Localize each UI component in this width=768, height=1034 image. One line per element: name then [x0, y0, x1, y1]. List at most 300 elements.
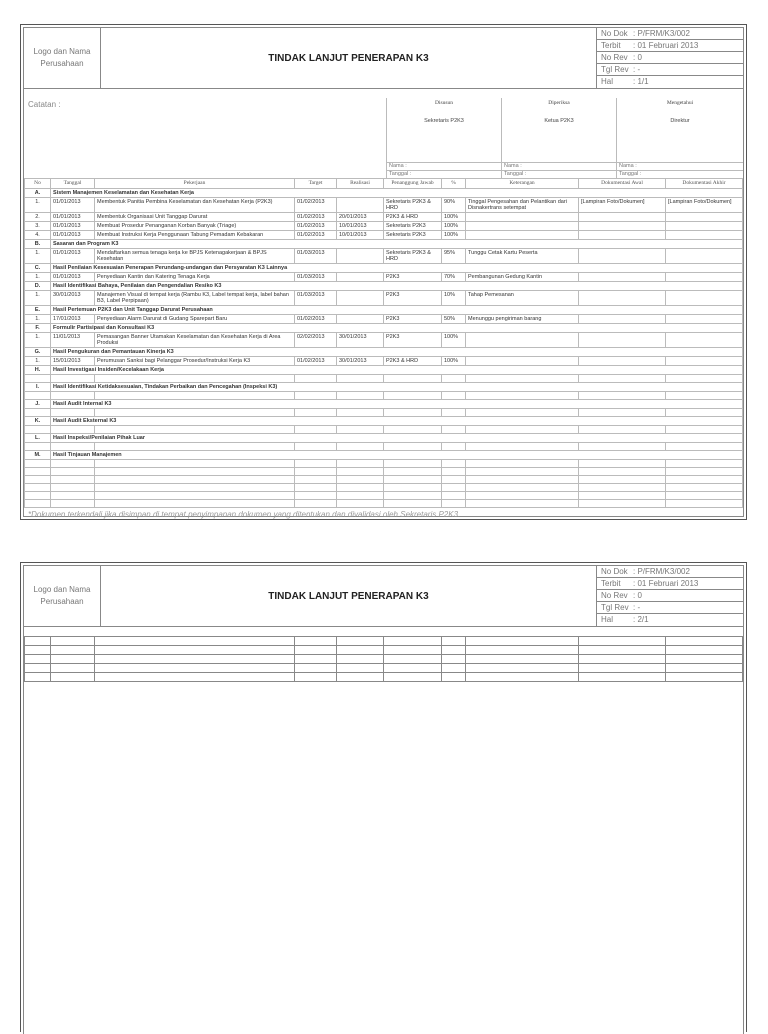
- cell-dokumentasi-awal: [579, 333, 666, 348]
- signature-mengetahui: Mengetahui Direktur Nama : Tanggal :: [617, 98, 743, 178]
- empty-cell: [579, 637, 666, 646]
- cell-penanggung-jawab: P2K3: [384, 333, 442, 348]
- empty-cell: [95, 443, 295, 451]
- column-header: Realisasi: [337, 179, 384, 189]
- empty-cell: [337, 500, 384, 508]
- cell-keterangan: [466, 357, 579, 366]
- form-page-1: [20, 24, 747, 520]
- empty-cell: [51, 443, 95, 451]
- empty-cell: [384, 375, 442, 383]
- empty-cell: [466, 392, 579, 400]
- cell-keterangan: Tunggu Cetak Kartu Peserta: [466, 249, 579, 264]
- empty-cell: [442, 443, 466, 451]
- empty-row: [25, 484, 743, 492]
- section-row: [25, 264, 743, 273]
- empty-cell: [25, 673, 51, 682]
- section-row: [25, 324, 743, 333]
- empty-cell: [337, 673, 384, 682]
- empty-cell: [25, 409, 51, 417]
- empty-cell: [25, 500, 51, 508]
- section-row: [25, 282, 743, 291]
- empty-cell: [384, 664, 442, 673]
- empty-cell: [579, 468, 666, 476]
- empty-cell: [95, 492, 295, 500]
- empty-cell: [295, 443, 337, 451]
- cell-penanggung-jawab: Sekretaris P2K3: [384, 222, 442, 231]
- continuation-table: [24, 636, 743, 682]
- cell-percent: 100%: [442, 333, 466, 348]
- empty-cell: [95, 409, 295, 417]
- cell-dokumentasi-awal: [579, 291, 666, 306]
- cell-keterangan: [466, 222, 579, 231]
- empty-cell: [579, 655, 666, 664]
- section-row: [25, 306, 743, 315]
- empty-cell: [466, 492, 579, 500]
- column-header: Keterangan: [466, 179, 579, 189]
- section-letter: I.: [25, 383, 51, 392]
- column-header: Pekerjaan: [95, 179, 295, 189]
- empty-cell: [579, 500, 666, 508]
- column-header: Dokumentasi Awal: [579, 179, 666, 189]
- cell-realisasi: [337, 291, 384, 306]
- empty-cell: [95, 468, 295, 476]
- empty-row: [25, 637, 743, 646]
- empty-cell: [466, 673, 579, 682]
- empty-row: [25, 655, 743, 664]
- empty-cell: [442, 664, 466, 673]
- section-title: Sistem Manajemen Keselamatan dan Kesehatan Kerja: [51, 189, 743, 198]
- section-title: Hasil Pertemuan P2K3 dan Unit Tanggap Darurat Perusahaan: [51, 306, 743, 315]
- section-row: [25, 383, 743, 392]
- empty-cell: [384, 646, 442, 655]
- empty-cell: [337, 484, 384, 492]
- column-header: Dokumentasi Akhir: [666, 179, 743, 189]
- empty-row: [25, 500, 743, 508]
- cell-realisasi: [337, 315, 384, 324]
- empty-cell: [25, 637, 51, 646]
- empty-cell: [384, 443, 442, 451]
- cell-penanggung-jawab: P2K3: [384, 315, 442, 324]
- empty-cell: [466, 664, 579, 673]
- empty-cell: [25, 646, 51, 655]
- empty-cell: [442, 637, 466, 646]
- empty-cell: [95, 637, 295, 646]
- empty-cell: [95, 392, 295, 400]
- empty-cell: [384, 492, 442, 500]
- form-frame: [23, 27, 744, 517]
- empty-cell: [579, 664, 666, 673]
- empty-cell: [295, 468, 337, 476]
- meta-tgl-rev: Tgl Rev : -: [597, 64, 743, 76]
- empty-cell: [337, 409, 384, 417]
- empty-cell: [95, 664, 295, 673]
- empty-cell: [295, 637, 337, 646]
- cell-tanggal: 01/01/2013: [51, 213, 95, 222]
- empty-cell: [666, 484, 743, 492]
- empty-cell: [466, 637, 579, 646]
- empty-cell: [579, 476, 666, 484]
- empty-cell: [295, 500, 337, 508]
- approval-section: [24, 98, 743, 178]
- section-letter: H.: [25, 366, 51, 375]
- empty-cell: [295, 664, 337, 673]
- column-header: Target: [295, 179, 337, 189]
- empty-cell: [25, 392, 51, 400]
- table-row: [25, 213, 743, 222]
- empty-cell: [666, 375, 743, 383]
- section-letter: L.: [25, 434, 51, 443]
- empty-row: [25, 664, 743, 673]
- empty-cell: [295, 673, 337, 682]
- empty-row: [25, 673, 743, 682]
- cell-dokumentasi-awal: [579, 222, 666, 231]
- section-row: [25, 366, 743, 375]
- section-title: Hasil Pengukuran dan Pemantauan Kinerja K3: [51, 348, 743, 357]
- empty-cell: [384, 460, 442, 468]
- document-footnote: *Dokumen terkendali jika disimpan di tempat penyimpanan dokumen yang ditentukan dan divalidasi oleh Sekretaris P2K3.: [28, 510, 461, 519]
- empty-cell: [384, 392, 442, 400]
- empty-cell: [442, 500, 466, 508]
- cell-percent: 10%: [442, 291, 466, 306]
- empty-cell: [666, 492, 743, 500]
- cell-realisasi: 30/01/2013: [337, 333, 384, 348]
- empty-cell: [337, 646, 384, 655]
- cell-tanggal: 01/01/2013: [51, 273, 95, 282]
- empty-cell: [466, 476, 579, 484]
- column-header: %: [442, 179, 466, 189]
- signature-diperiksa: Diperiksa Ketua P2K3 Nama : Tanggal :: [502, 98, 617, 178]
- empty-cell: [51, 375, 95, 383]
- empty-cell: [25, 375, 51, 383]
- empty-cell: [442, 375, 466, 383]
- empty-cell: [442, 426, 466, 434]
- empty-cell: [95, 426, 295, 434]
- cell-pekerjaan: Perumusan Sanksi bagi Pelanggar Prosedur/Instruksi Kerja K3: [95, 357, 295, 366]
- empty-cell: [666, 673, 743, 682]
- empty-row: [25, 468, 743, 476]
- empty-cell: [25, 468, 51, 476]
- cell-penanggung-jawab: Sekretaris P2K3: [384, 231, 442, 240]
- empty-cell: [25, 664, 51, 673]
- empty-row: [25, 443, 743, 451]
- cell-target: 01/02/2013: [295, 213, 337, 222]
- cell-percent: 100%: [442, 222, 466, 231]
- empty-cell: [51, 409, 95, 417]
- cell-pekerjaan: Membentuk Panitia Pembina Keselamatan dan Kesehatan Kerja (P2K3): [95, 198, 295, 213]
- column-header: No: [25, 179, 51, 189]
- meta-hal: Hal : 1/1: [601, 77, 649, 86]
- empty-cell: [337, 460, 384, 468]
- empty-cell: [51, 655, 95, 664]
- cell-percent: 95%: [442, 249, 466, 264]
- document-meta-2: [596, 566, 743, 626]
- cell-penanggung-jawab: Sekretaris P2K3 & HRD: [384, 249, 442, 264]
- empty-row: [25, 492, 743, 500]
- empty-cell: [51, 646, 95, 655]
- meta-no-rev: No Rev : 0: [597, 52, 743, 64]
- cell-keterangan: Tahap Pemesanan: [466, 291, 579, 306]
- empty-cell: [95, 646, 295, 655]
- cell-dokumentasi-awal: [Lampiran Foto/Dokumen]: [579, 198, 666, 213]
- empty-cell: [384, 637, 442, 646]
- cell-dokumentasi-awal: [579, 273, 666, 282]
- empty-cell: [337, 664, 384, 673]
- cell-percent: 70%: [442, 273, 466, 282]
- table-row: [25, 249, 743, 264]
- cell-penanggung-jawab: P2K3 & HRD: [384, 213, 442, 222]
- section-row: [25, 189, 743, 198]
- cell-no: 1.: [25, 357, 51, 366]
- section-row: [25, 451, 743, 460]
- empty-cell: [666, 500, 743, 508]
- empty-cell: [51, 500, 95, 508]
- form-title-2: TINDAK LANJUT PENERAPAN K3: [268, 590, 429, 602]
- empty-cell: [25, 484, 51, 492]
- table-header-row: [25, 179, 743, 189]
- empty-cell: [95, 484, 295, 492]
- empty-cell: [51, 484, 95, 492]
- empty-cell: [579, 460, 666, 468]
- cell-dokumentasi-akhir: [Lampiran Foto/Dokumen]: [666, 198, 743, 213]
- empty-cell: [25, 492, 51, 500]
- empty-cell: [442, 392, 466, 400]
- empty-cell: [579, 443, 666, 451]
- empty-cell: [466, 646, 579, 655]
- empty-cell: [295, 426, 337, 434]
- empty-cell: [579, 673, 666, 682]
- empty-cell: [95, 460, 295, 468]
- empty-cell: [295, 460, 337, 468]
- cell-percent: 100%: [442, 231, 466, 240]
- form-header-2: [24, 566, 743, 627]
- empty-cell: [337, 375, 384, 383]
- empty-row: [25, 392, 743, 400]
- empty-cell: [666, 409, 743, 417]
- cell-realisasi: [337, 249, 384, 264]
- section-title: Hasil Investigasi Insiden/Kecelakaan Kerja: [51, 366, 743, 375]
- empty-cell: [51, 673, 95, 682]
- cell-pekerjaan: Penyediaan Alarm Darurat di Gudang Sparepart Baru: [95, 315, 295, 324]
- table-row: [25, 315, 743, 324]
- empty-cell: [442, 673, 466, 682]
- section-title: Hasil Identifikasi Bahaya, Penilaian dan Pengendalian Resiko K3: [51, 282, 743, 291]
- empty-cell: [666, 460, 743, 468]
- section-letter: E.: [25, 306, 51, 315]
- cell-dokumentasi-akhir: [666, 333, 743, 348]
- empty-row: [25, 375, 743, 383]
- cell-keterangan: Menunggu pengiriman barang: [466, 315, 579, 324]
- section-row: [25, 400, 743, 409]
- section-title: Hasil Identifikasi Ketidaksesuaian, Tindakan Perbaikan dan Pencegahan (Inspeksi K3): [51, 383, 743, 392]
- empty-cell: [51, 426, 95, 434]
- empty-cell: [95, 375, 295, 383]
- meta-terbit: Terbit : 01 Februari 2013: [597, 40, 743, 52]
- empty-cell: [579, 426, 666, 434]
- empty-cell: [666, 468, 743, 476]
- empty-cell: [442, 646, 466, 655]
- empty-cell: [295, 409, 337, 417]
- table-row: [25, 198, 743, 213]
- empty-row: [25, 460, 743, 468]
- cell-realisasi: [337, 198, 384, 213]
- cell-keterangan: Tinggal Pengesahan dan Pelantikan dari Disnakertrans setempat: [466, 198, 579, 213]
- meta-no-dok-2: No Dok : P/FRM/K3/002: [597, 566, 743, 578]
- cell-percent: 90%: [442, 198, 466, 213]
- empty-cell: [25, 460, 51, 468]
- empty-cell: [384, 500, 442, 508]
- cell-target: 01/02/2013: [295, 315, 337, 324]
- cell-dokumentasi-akhir: [666, 315, 743, 324]
- cell-penanggung-jawab: P2K3: [384, 291, 442, 306]
- cell-dokumentasi-akhir: [666, 291, 743, 306]
- section-title: Hasil Audit Internal K3: [51, 400, 743, 409]
- empty-cell: [295, 646, 337, 655]
- empty-cell: [466, 409, 579, 417]
- form-frame-2: [23, 565, 744, 1034]
- empty-cell: [95, 655, 295, 664]
- signature-grid: [386, 98, 743, 178]
- empty-cell: [295, 476, 337, 484]
- empty-cell: [295, 655, 337, 664]
- empty-cell: [51, 637, 95, 646]
- section-row: [25, 240, 743, 249]
- cell-target: 01/03/2013: [295, 273, 337, 282]
- cell-target: 01/03/2013: [295, 249, 337, 264]
- empty-cell: [25, 426, 51, 434]
- empty-cell: [295, 375, 337, 383]
- cell-no: 4.: [25, 231, 51, 240]
- cell-dokumentasi-akhir: [666, 222, 743, 231]
- cell-no: 1.: [25, 333, 51, 348]
- cell-realisasi: 30/01/2013: [337, 357, 384, 366]
- empty-cell: [466, 484, 579, 492]
- form-title: TINDAK LANJUT PENERAPAN K3: [268, 52, 429, 64]
- section-letter: J.: [25, 400, 51, 409]
- empty-cell: [384, 476, 442, 484]
- cell-pekerjaan: Manajemen Visual di tempat kerja (Rambu K3, Label tempat kerja, label bahan B3, Label Perpipaan): [95, 291, 295, 306]
- cell-tanggal: 01/01/2013: [51, 222, 95, 231]
- empty-cell: [466, 375, 579, 383]
- cell-target: 02/02/2013: [295, 333, 337, 348]
- empty-cell: [51, 392, 95, 400]
- cell-pekerjaan: Pemasangan Banner Utamakan Keselamatan dan Kesehatan Kerja di Area Produksi: [95, 333, 295, 348]
- empty-cell: [666, 443, 743, 451]
- document-meta: [596, 28, 743, 88]
- cell-dokumentasi-awal: [579, 213, 666, 222]
- empty-cell: [51, 468, 95, 476]
- cell-pekerjaan: Membentuk Organisasi Unit Tanggap Darurat: [95, 213, 295, 222]
- section-letter: G.: [25, 348, 51, 357]
- cell-realisasi: [337, 273, 384, 282]
- empty-cell: [337, 426, 384, 434]
- section-letter: A.: [25, 189, 51, 198]
- table-row: [25, 273, 743, 282]
- empty-cell: [384, 655, 442, 664]
- cell-dokumentasi-awal: [579, 357, 666, 366]
- empty-cell: [466, 443, 579, 451]
- section-letter: B.: [25, 240, 51, 249]
- cell-percent: 100%: [442, 357, 466, 366]
- empty-cell: [337, 492, 384, 500]
- empty-cell: [442, 655, 466, 664]
- empty-cell: [666, 637, 743, 646]
- empty-cell: [384, 468, 442, 476]
- empty-cell: [579, 646, 666, 655]
- cell-keterangan: [466, 213, 579, 222]
- cell-tanggal: 15/01/2013: [51, 357, 95, 366]
- empty-row: [25, 409, 743, 417]
- empty-cell: [579, 409, 666, 417]
- cell-keterangan: Pembangunan Gedung Kantin: [466, 273, 579, 282]
- empty-cell: [384, 426, 442, 434]
- empty-cell: [666, 476, 743, 484]
- empty-cell: [442, 409, 466, 417]
- empty-cell: [466, 655, 579, 664]
- notes-label: Catatan :: [28, 100, 61, 109]
- empty-cell: [666, 392, 743, 400]
- cell-no: 1.: [25, 198, 51, 213]
- empty-cell: [95, 673, 295, 682]
- empty-cell: [337, 392, 384, 400]
- form-page-2: [20, 562, 747, 1032]
- empty-row: [25, 476, 743, 484]
- cell-target: 01/02/2013: [295, 357, 337, 366]
- empty-cell: [51, 492, 95, 500]
- empty-cell: [295, 492, 337, 500]
- cell-no: 1.: [25, 273, 51, 282]
- section-letter: D.: [25, 282, 51, 291]
- cell-tanggal: 01/01/2013: [51, 231, 95, 240]
- cell-keterangan: [466, 333, 579, 348]
- empty-cell: [666, 664, 743, 673]
- cell-penanggung-jawab: P2K3: [384, 273, 442, 282]
- empty-cell: [337, 443, 384, 451]
- empty-cell: [384, 409, 442, 417]
- signature-disusun: Disusun Sekretaris P2K3 Nama : Tanggal :: [387, 98, 502, 178]
- cell-penanggung-jawab: Sekretaris P2K3 & HRD: [384, 198, 442, 213]
- section-title: Hasil Penilaian Kesesuaian Penerapan Perundang-undangan dan Persyaratan K3 Lainnya: [51, 264, 743, 273]
- column-header: Tanggal: [51, 179, 95, 189]
- cell-no: 2.: [25, 213, 51, 222]
- empty-cell: [442, 492, 466, 500]
- section-title: Hasil Audit Eksternal K3: [51, 417, 743, 426]
- cell-target: 01/02/2013: [295, 231, 337, 240]
- empty-cell: [51, 460, 95, 468]
- empty-cell: [442, 484, 466, 492]
- cell-realisasi: 10/01/2013: [337, 231, 384, 240]
- section-title: Hasil Inspeksi/Penilaian Pihak Luar: [51, 434, 743, 443]
- empty-cell: [295, 392, 337, 400]
- cell-no: 1.: [25, 249, 51, 264]
- cell-target: 01/02/2013: [295, 198, 337, 213]
- table-row: [25, 222, 743, 231]
- section-row: [25, 348, 743, 357]
- empty-cell: [579, 484, 666, 492]
- empty-cell: [25, 655, 51, 664]
- empty-cell: [442, 468, 466, 476]
- cell-dokumentasi-awal: [579, 315, 666, 324]
- form-header: [24, 28, 743, 89]
- table-row: [25, 291, 743, 306]
- empty-cell: [25, 443, 51, 451]
- section-row: [25, 417, 743, 426]
- table-row: [25, 333, 743, 348]
- cell-penanggung-jawab: P2K3 & HRD: [384, 357, 442, 366]
- cell-pekerjaan: Membuat Instruksi Kerja Penggunaan Tabung Pemadam Kebakaran: [95, 231, 295, 240]
- cell-dokumentasi-awal: [579, 231, 666, 240]
- section-title: Hasil Tinjauan Manajemen: [51, 451, 743, 460]
- empty-cell: [466, 460, 579, 468]
